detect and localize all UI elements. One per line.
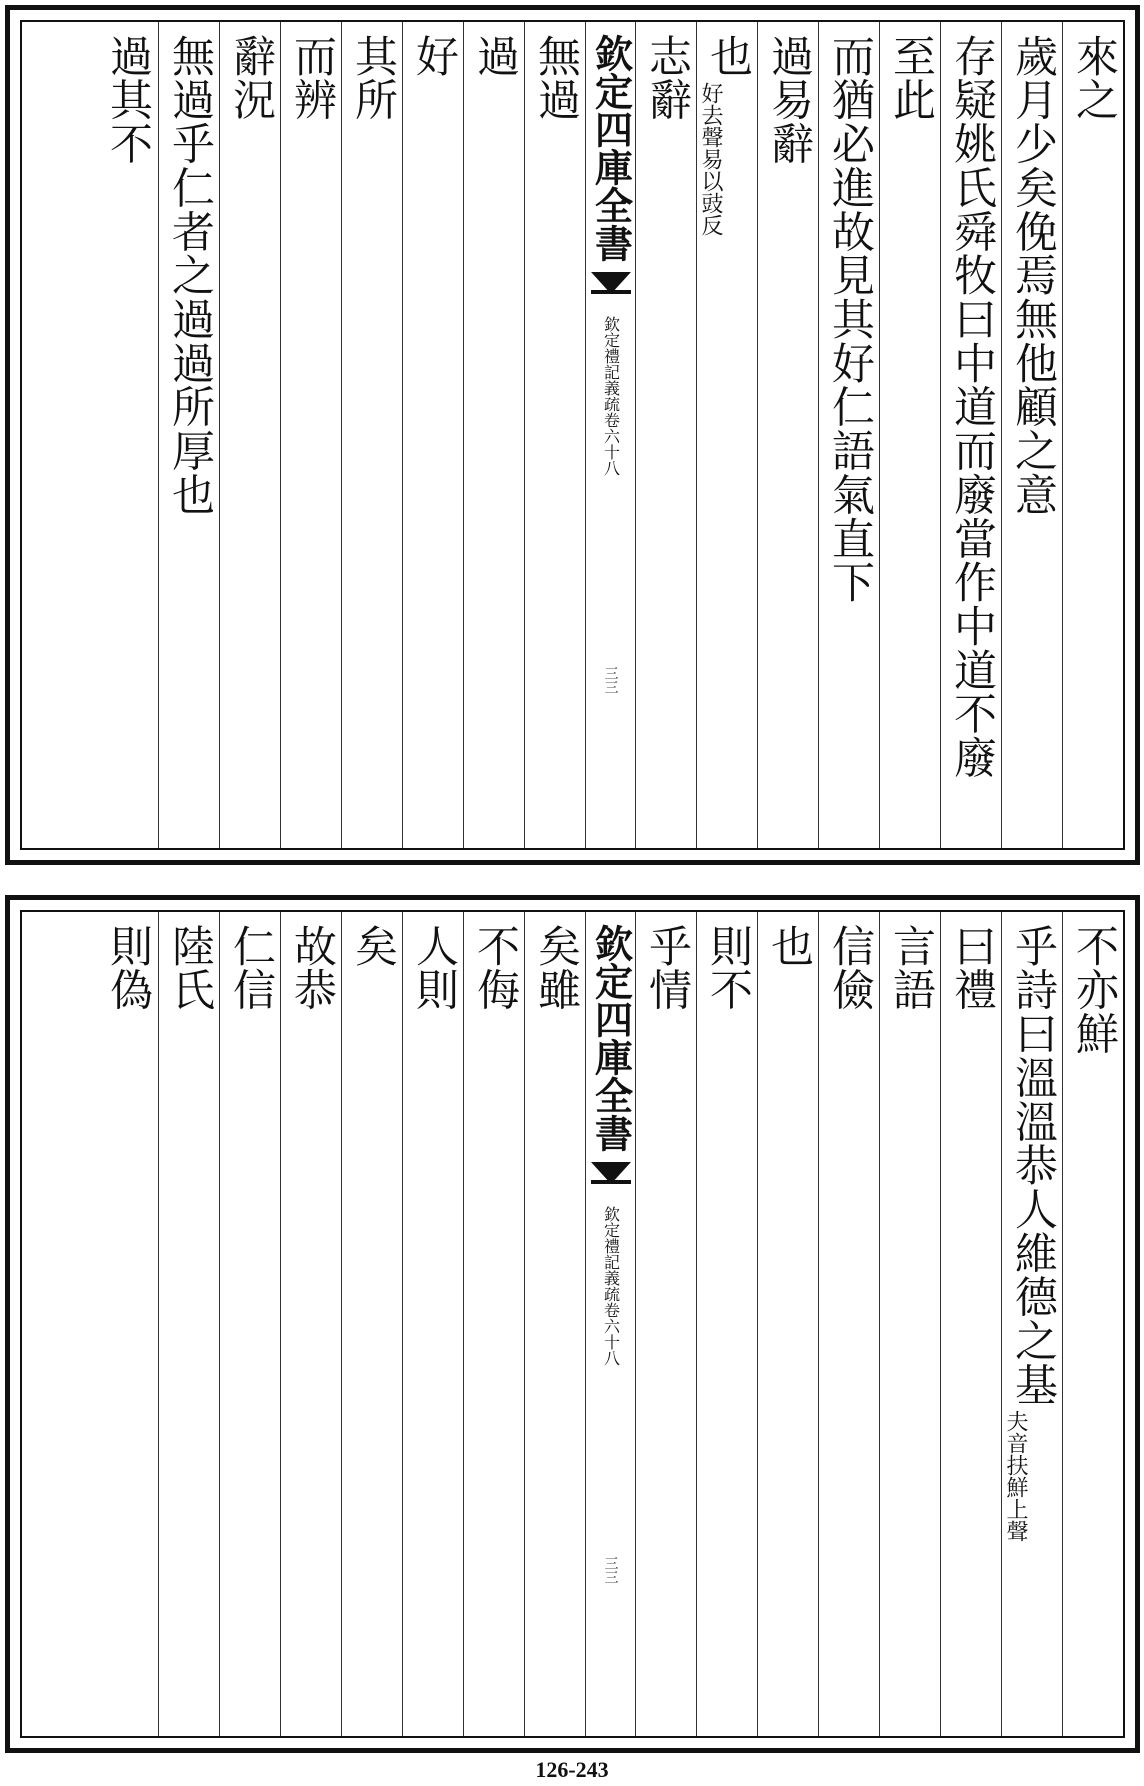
text-column [1062, 912, 1123, 1736]
column-text: 無過 [531, 34, 581, 122]
folio-number: 三三 [602, 666, 619, 694]
text-column [635, 912, 696, 1736]
text-column [524, 22, 585, 848]
text-column [757, 912, 818, 1736]
column-text: 矣 [348, 924, 398, 968]
text-column [341, 912, 402, 1736]
column-text: 志辭 [642, 34, 692, 122]
text-column [1062, 22, 1123, 848]
text-column [463, 912, 524, 1736]
fishtail-mark-icon [591, 272, 631, 310]
text-column [341, 22, 402, 848]
text-column [280, 912, 341, 1736]
text-column [940, 912, 1001, 1736]
text-column [158, 22, 219, 848]
column-text: 仁信 [226, 924, 276, 1012]
text-column [940, 22, 1001, 848]
column-text: 陸氏 [165, 924, 215, 1012]
column-text: 其所 [348, 34, 398, 122]
column-text: 信儉 [825, 924, 875, 1012]
annotation-note: 好去聲易以豉反 [698, 81, 723, 236]
column-text: 曰禮 [947, 924, 997, 1012]
column-text: 則偽 [103, 924, 153, 1012]
text-column [524, 912, 585, 1736]
column-text: 歲月少矣俛焉無他顧之意 [1008, 34, 1058, 517]
text-column [879, 22, 940, 848]
text-column [879, 912, 940, 1736]
center-label-column [585, 912, 635, 1736]
folio-number: 三三 [602, 1556, 619, 1584]
center-label-column [585, 22, 635, 848]
column-text: 過易辭 [764, 34, 814, 166]
text-column [219, 912, 280, 1736]
upper-page-columns [20, 20, 1125, 850]
column-text: 矣雖 [531, 924, 581, 1012]
column-text: 過其不 [103, 34, 153, 166]
text-column [818, 22, 879, 848]
column-text: 乎情 [642, 924, 692, 1012]
chapter-subtitle: 欽定禮記義疏卷六十八 [601, 1206, 621, 1366]
book-title: 欽定四庫全書 [588, 924, 634, 1152]
column-text: 不侮 [470, 924, 520, 1012]
column-text: 乎詩曰溫溫恭人維德之基 [1008, 924, 1058, 1407]
column-text: 好 [409, 34, 459, 78]
text-column [402, 22, 463, 848]
lower-page [5, 895, 1140, 1753]
column-text: 不亦鮮 [1069, 924, 1119, 1056]
column-text: 而辨 [287, 34, 337, 122]
column-text: 無過乎仁者之過過所厚也 [165, 34, 215, 517]
text-column [1001, 22, 1062, 848]
column-text: 至此 [886, 34, 936, 122]
text-column [818, 912, 879, 1736]
column-text: 故恭 [287, 924, 337, 1012]
page-number: 126-243 [535, 1757, 609, 1782]
text-column [696, 912, 757, 1736]
fishtail-mark-icon [591, 1162, 631, 1200]
text-column [97, 22, 158, 848]
column-text: 也 [703, 34, 753, 78]
book-title: 欽定四庫全書 [588, 34, 634, 262]
text-column [402, 912, 463, 1736]
text-column [280, 22, 341, 848]
text-column [97, 912, 158, 1736]
lower-page-columns [20, 910, 1125, 1738]
annotation-note: 夫音扶鮮上聲 [1003, 1410, 1028, 1543]
column-text: 來之 [1069, 34, 1119, 122]
text-column [635, 22, 696, 848]
text-column [463, 22, 524, 848]
text-column [158, 912, 219, 1736]
text-column [219, 22, 280, 848]
column-text: 而猶必進故見其好仁語氣直下 [825, 34, 875, 605]
column-text: 辭況 [226, 34, 276, 122]
chapter-subtitle: 欽定禮記義疏卷六十八 [601, 316, 621, 476]
text-column [696, 22, 757, 848]
column-text: 存疑姚氏舜牧曰中道而廢當作中道不廢 [947, 34, 997, 780]
column-text: 過 [470, 34, 520, 78]
text-column [1001, 912, 1062, 1736]
text-column [757, 22, 818, 848]
upper-page [5, 5, 1140, 865]
column-text: 人則 [409, 924, 459, 1012]
column-text: 也 [764, 924, 814, 968]
column-text: 言語 [886, 924, 936, 1012]
column-text: 則不 [703, 924, 753, 1012]
